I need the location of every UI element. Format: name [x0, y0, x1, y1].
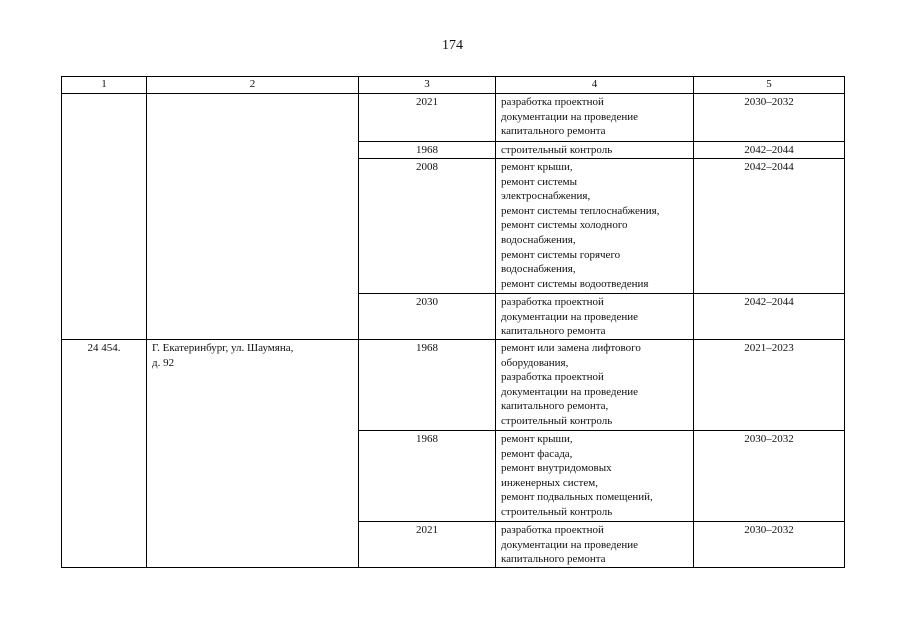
work-type-cell: разработка проектной документации на проведение капитального ремонта — [496, 522, 694, 568]
period-cell: 2042–2044 — [694, 294, 845, 340]
year-cell: 1968 — [359, 340, 496, 431]
house-number-cell — [62, 94, 147, 340]
column-header-4: 4 — [496, 77, 694, 94]
work-type-cell: ремонт или замена лифтового оборудования, разработка проектной документации на проведение капитального ремонта, строительный контроль — [496, 340, 694, 431]
year-cell: 2021 — [359, 94, 496, 142]
column-header-5: 5 — [694, 77, 845, 94]
period-cell: 2021–2023 — [694, 340, 845, 431]
work-type-cell: ремонт крыши, ремонт фасада, ремонт внутридомовых инженерных систем, ремонт подвальных помещений, строительный контроль — [496, 431, 694, 522]
column-header-1: 1 — [62, 77, 147, 94]
table-row — [62, 340, 845, 431]
work-type-cell: разработка проектной документации на проведение капитального ремонта — [496, 94, 694, 142]
period-cell: 2030–2032 — [694, 522, 845, 568]
house-address-cell: Г. Екатеринбург, ул. Шаумяна, д. 92 — [147, 340, 359, 568]
header-row — [62, 77, 845, 94]
year-cell: 2008 — [359, 159, 496, 294]
period-cell: 2042–2044 — [694, 142, 845, 159]
table-row — [62, 94, 845, 142]
page-number: 174 — [442, 38, 463, 53]
work-type-cell: строительный контроль — [496, 142, 694, 159]
period-cell: 2042–2044 — [694, 159, 845, 294]
column-header-3: 3 — [359, 77, 496, 94]
house-address-cell — [147, 94, 359, 340]
work-type-cell: разработка проектной документации на проведение капитального ремонта — [496, 294, 694, 340]
column-header-2: 2 — [147, 77, 359, 94]
repair-schedule-table — [61, 76, 845, 568]
year-cell: 2030 — [359, 294, 496, 340]
year-cell: 2021 — [359, 522, 496, 568]
work-type-cell: ремонт крыши, ремонт системы электроснабжения, ремонт системы теплоснабжения, ремонт системы холодного водоснабжения, ремонт системы горячего водоснабжения, ремонт системы водоотведения — [496, 159, 694, 294]
period-cell: 2030–2032 — [694, 431, 845, 522]
year-cell: 1968 — [359, 431, 496, 522]
period-cell: 2030–2032 — [694, 94, 845, 142]
year-cell: 1968 — [359, 142, 496, 159]
house-number-cell: 24 454. — [62, 340, 147, 568]
